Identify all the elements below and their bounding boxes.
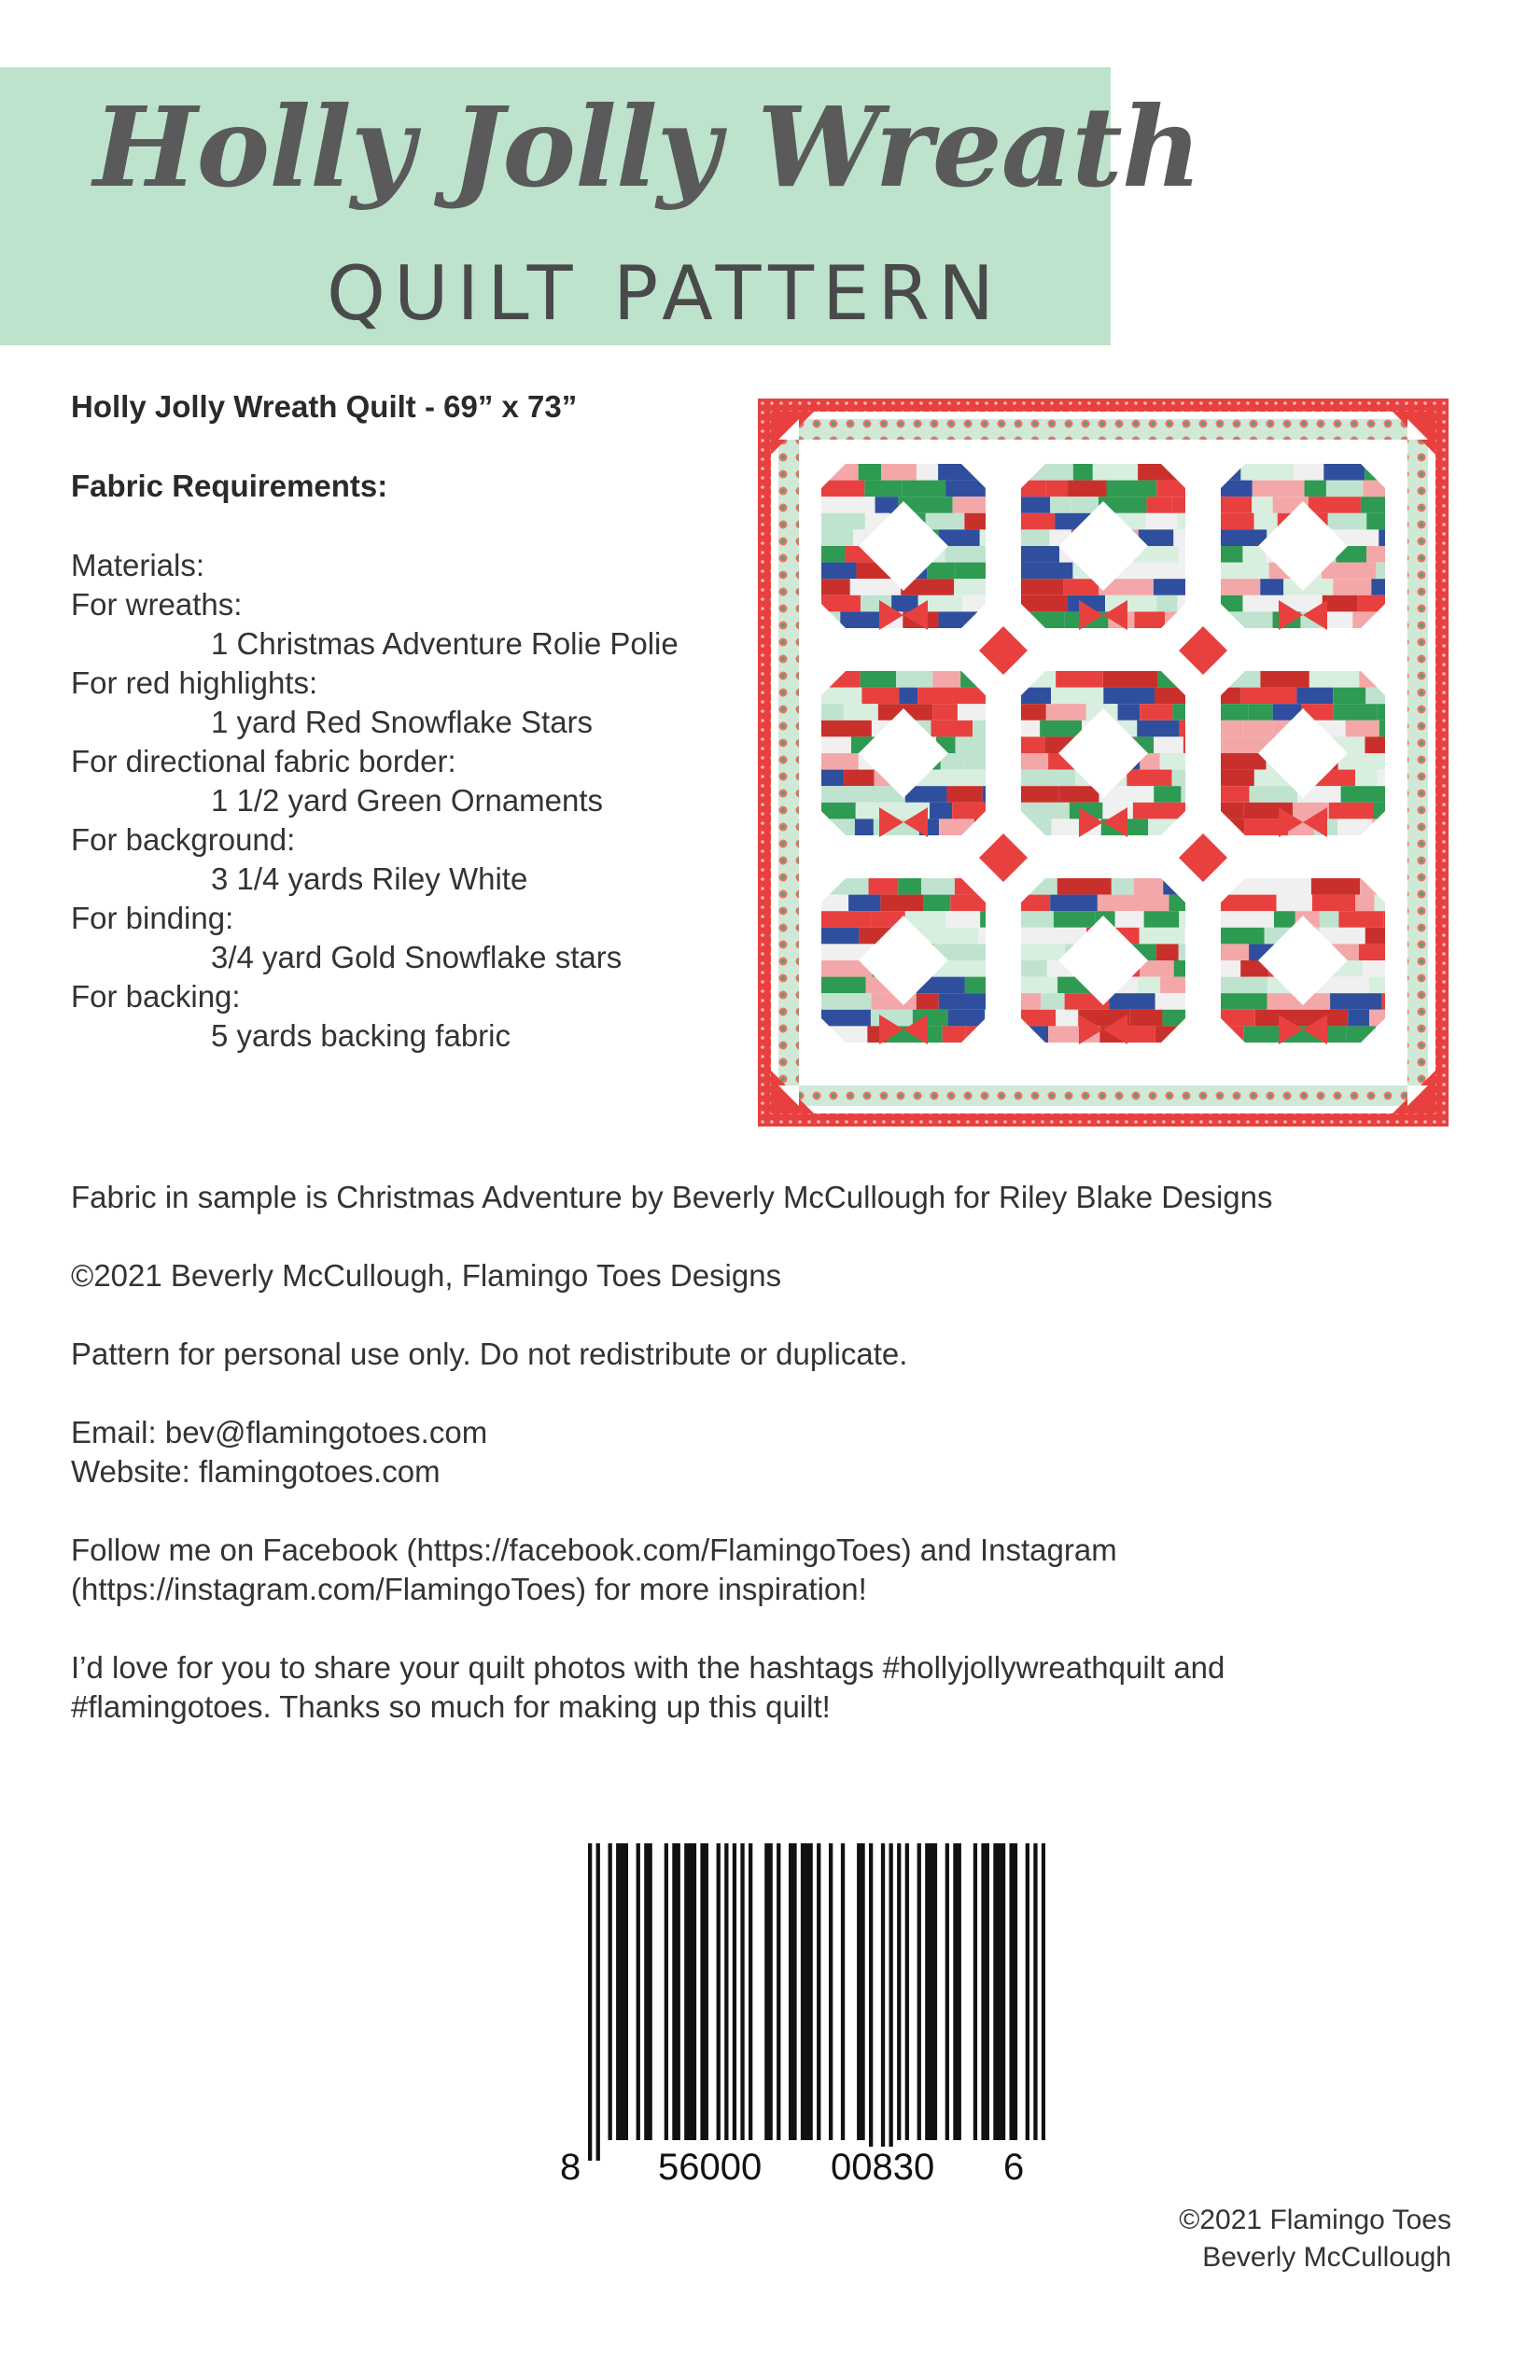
- barcode-digit-check: 6: [1003, 2147, 1025, 2188]
- wreath-block: [1221, 464, 1385, 630]
- fabric-note: Fabric in sample is Christmas Adventure by Beverly McCullough for Riley Blake Designs: [71, 1180, 1273, 1214]
- wreath-block: [821, 464, 986, 630]
- usage-note: Pattern for personal use only. Do not redistribute or duplicate.: [71, 1337, 908, 1371]
- material-label-binding: For binding:: [71, 901, 234, 935]
- barcode-bar-group: [588, 1843, 1045, 2161]
- wreath-block: [1021, 464, 1185, 630]
- material-label-border: For directional fabric border:: [71, 744, 456, 778]
- quilt-size-title: Holly Jolly Wreath Quilt - 69” x 73”: [71, 389, 578, 424]
- wreath-block: [1221, 878, 1385, 1044]
- fabric-requirements-heading: Fabric Requirements:: [71, 469, 388, 503]
- website-line: Website: flamingotoes.com: [71, 1454, 441, 1489]
- material-label-backing: For backing:: [71, 979, 241, 1014]
- wreath-block: [821, 878, 986, 1044]
- footer-copyright: ©2021 Flamingo Toes: [1179, 2205, 1451, 2235]
- wreath-block: [1021, 878, 1185, 1044]
- materials-heading: Materials:: [71, 548, 205, 582]
- barcode: [560, 1843, 1045, 2198]
- email-line: Email: bev@flamingotoes.com: [71, 1415, 488, 1449]
- material-value-background: 3 1/4 yards Riley White: [211, 861, 528, 896]
- material-value-binding: 3/4 yard Gold Snowflake stars: [211, 940, 623, 974]
- pattern-subtitle: QUILT PATTERN: [327, 250, 1002, 337]
- barcode-digits-left: 56000: [658, 2147, 763, 2188]
- pattern-title: Holly Jolly Wreath: [93, 82, 1201, 212]
- footer-author: Beverly McCullough: [1202, 2242, 1451, 2273]
- share-line-2: #flamingotoes. Thanks so much for making up this quilt!: [71, 1689, 831, 1724]
- barcode-digits-right: 00830: [831, 2147, 935, 2188]
- barcode-digit-lead: 8: [560, 2147, 581, 2188]
- material-label-red: For red highlights:: [71, 665, 318, 700]
- wreath-block: [821, 671, 986, 837]
- material-value-backing: 5 yards backing fabric: [211, 1018, 511, 1053]
- wreath-block: [1021, 671, 1185, 837]
- wreath-block: [1221, 671, 1385, 837]
- follow-line-2: (https://instagram.com/FlamingoToes) for more inspiration!: [71, 1572, 867, 1606]
- follow-line-1: Follow me on Facebook (https://facebook.com/FlamingoToes) and Instagram: [71, 1533, 1117, 1567]
- material-value-wreaths: 1 Christmas Adventure Rolie Polie: [211, 626, 679, 661]
- material-value-border: 1 1/2 yard Green Ornaments: [211, 783, 604, 818]
- material-value-red: 1 yard Red Snowflake Stars: [211, 705, 594, 739]
- share-line-1: I’d love for you to share your quilt photos with the hashtags #hollyjollywreathquilt and: [71, 1650, 1225, 1685]
- barcode-bars: [560, 1843, 1045, 2161]
- material-label-wreaths: For wreaths:: [71, 587, 243, 622]
- copyright-line: ©2021 Beverly McCullough, Flamingo Toes Designs: [71, 1258, 782, 1293]
- material-label-background: For background:: [71, 822, 296, 857]
- quilt-illustration: [758, 399, 1449, 1127]
